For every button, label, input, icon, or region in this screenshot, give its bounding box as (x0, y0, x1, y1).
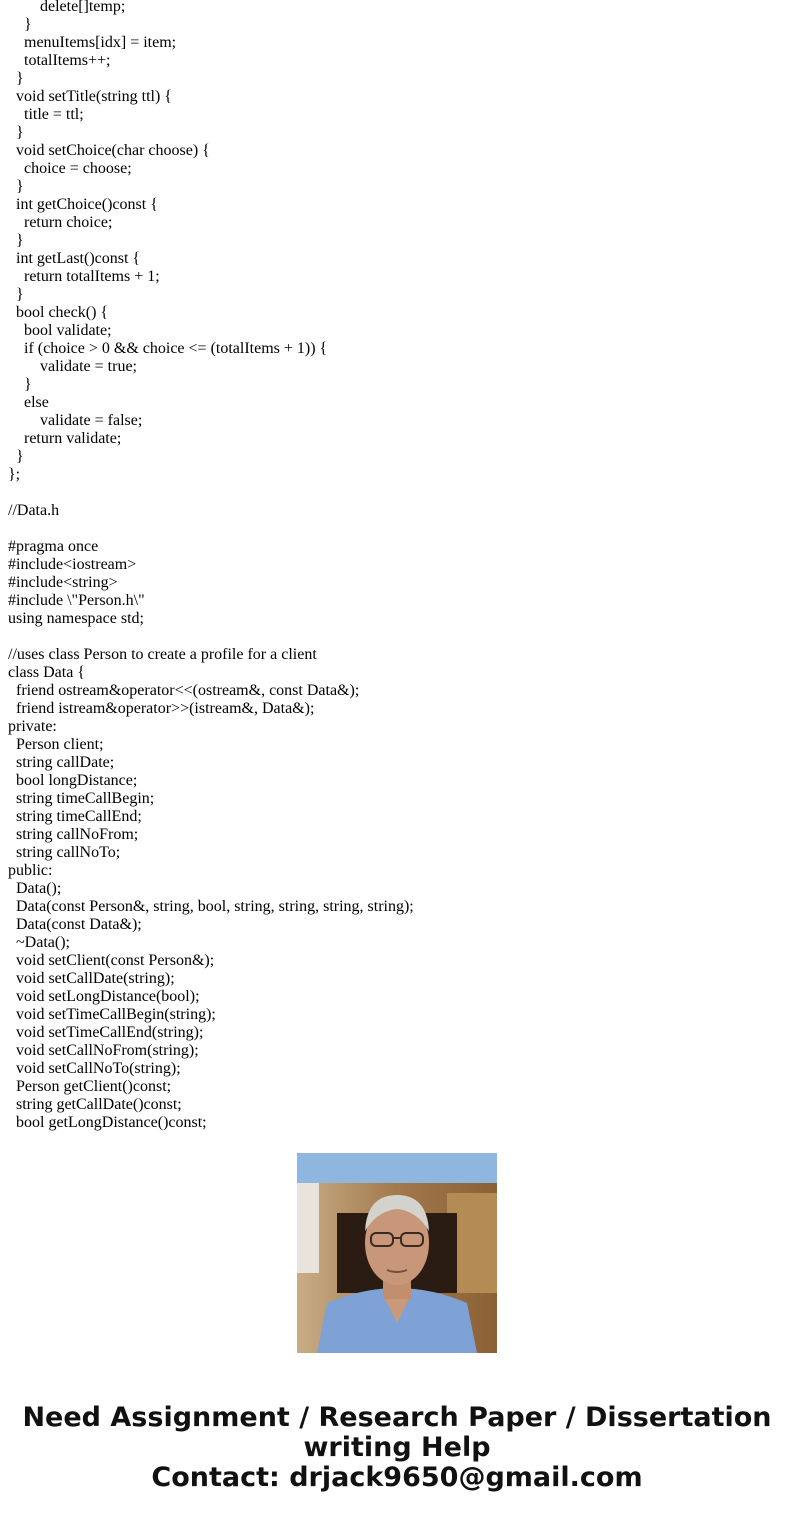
code-line: void setTimeCallEnd(string); (8, 1024, 204, 1041)
code-line: Person getClient()const; (8, 1078, 172, 1095)
code-line: string getCallDate()const; (8, 1096, 182, 1113)
code-line: validate = true; (8, 358, 137, 375)
code-line: return validate; (8, 430, 122, 447)
code-line: validate = false; (8, 412, 143, 429)
banner-line-2: writing Help (303, 1432, 491, 1463)
code-line: if (choice > 0 && choice <= (totalItems + 1)) { (8, 340, 328, 357)
code-line: string timeCallEnd; (8, 808, 142, 825)
code-line: return choice; (8, 214, 113, 231)
banner-line-1: Need Assignment / Research Paper / Dissertation (22, 1402, 772, 1433)
code-line: void setCallNoFrom(string); (8, 1042, 199, 1059)
code-line: } (8, 178, 24, 195)
code-line: totalItems++; (8, 52, 111, 69)
code-line: class Data { (8, 664, 85, 681)
code-line: ~Data(); (8, 934, 70, 951)
avatar (297, 1153, 497, 1353)
code-line: int getLast()const { (8, 250, 141, 267)
code-line: Data(); (8, 880, 62, 897)
code-line: void setTimeCallBegin(string); (8, 1006, 216, 1023)
code-line: string callDate; (8, 754, 115, 771)
code-line: void setLongDistance(bool); (8, 988, 200, 1005)
code-line: bool getLongDistance()const; (8, 1114, 207, 1131)
code-line: } (8, 124, 24, 141)
code-line: void setClient(const Person&); (8, 952, 215, 969)
code-listing (8, 0, 788, 1131)
code-line: string timeCallBegin; (8, 790, 155, 807)
code-line: //uses class Person to create a profile for a client (8, 646, 317, 663)
code-line: Data(const Person&, string, bool, string, string, string, string); (8, 898, 414, 915)
code-line: //Data.h (8, 502, 60, 519)
code-line: private: (8, 718, 57, 735)
code-line: #include<string> (8, 574, 118, 591)
code-line: friend ostream&operator<<(ostream&, const Data&); (8, 682, 360, 699)
code-line: bool check() { (8, 304, 109, 321)
code-line: choice = choose; (8, 160, 132, 177)
code-line: public: (8, 862, 53, 879)
code-line (8, 484, 788, 502)
code-line: menuItems[idx] = item; (8, 34, 177, 51)
code-line: } (8, 286, 24, 303)
code-line: void setCallDate(string); (8, 970, 175, 987)
code-line: bool validate; (8, 322, 112, 339)
code-line: } (8, 448, 24, 465)
code-line (8, 520, 788, 538)
code-line: return totalItems + 1; (8, 268, 160, 285)
code-line: bool longDistance; (8, 772, 138, 789)
code-line: }; (8, 466, 21, 483)
code-line: string callNoFrom; (8, 826, 139, 843)
code-line: title = ttl; (8, 106, 84, 123)
code-line (8, 628, 788, 646)
code-line: } (8, 232, 24, 249)
code-line: void setChoice(char choose) { (8, 142, 210, 159)
contact-banner (0, 1403, 794, 1493)
code-line: delete[]temp; (8, 0, 126, 15)
code-line: friend istream&operator>>(istream&, Data&); (8, 700, 315, 717)
code-line: void setCallNoTo(string); (8, 1060, 181, 1077)
code-line: using namespace std; (8, 610, 144, 627)
banner-line-3: Contact: drjack9650@gmail.com (151, 1462, 643, 1493)
code-line: Person client; (8, 736, 104, 753)
code-line: #include<iostream> (8, 556, 137, 573)
code-line: Data(const Data&); (8, 916, 142, 933)
code-line: #include \"Person.h\" (8, 592, 145, 609)
code-line: } (8, 376, 32, 393)
code-line: #pragma once (8, 538, 99, 555)
code-line: void setTitle(string ttl) { (8, 88, 172, 105)
code-line: string callNoTo; (8, 844, 121, 861)
code-line: else (8, 394, 49, 411)
code-line: } (8, 70, 24, 87)
author-photo (297, 1153, 497, 1353)
code-line: int getChoice()const { (8, 196, 158, 213)
code-line: } (8, 16, 32, 33)
